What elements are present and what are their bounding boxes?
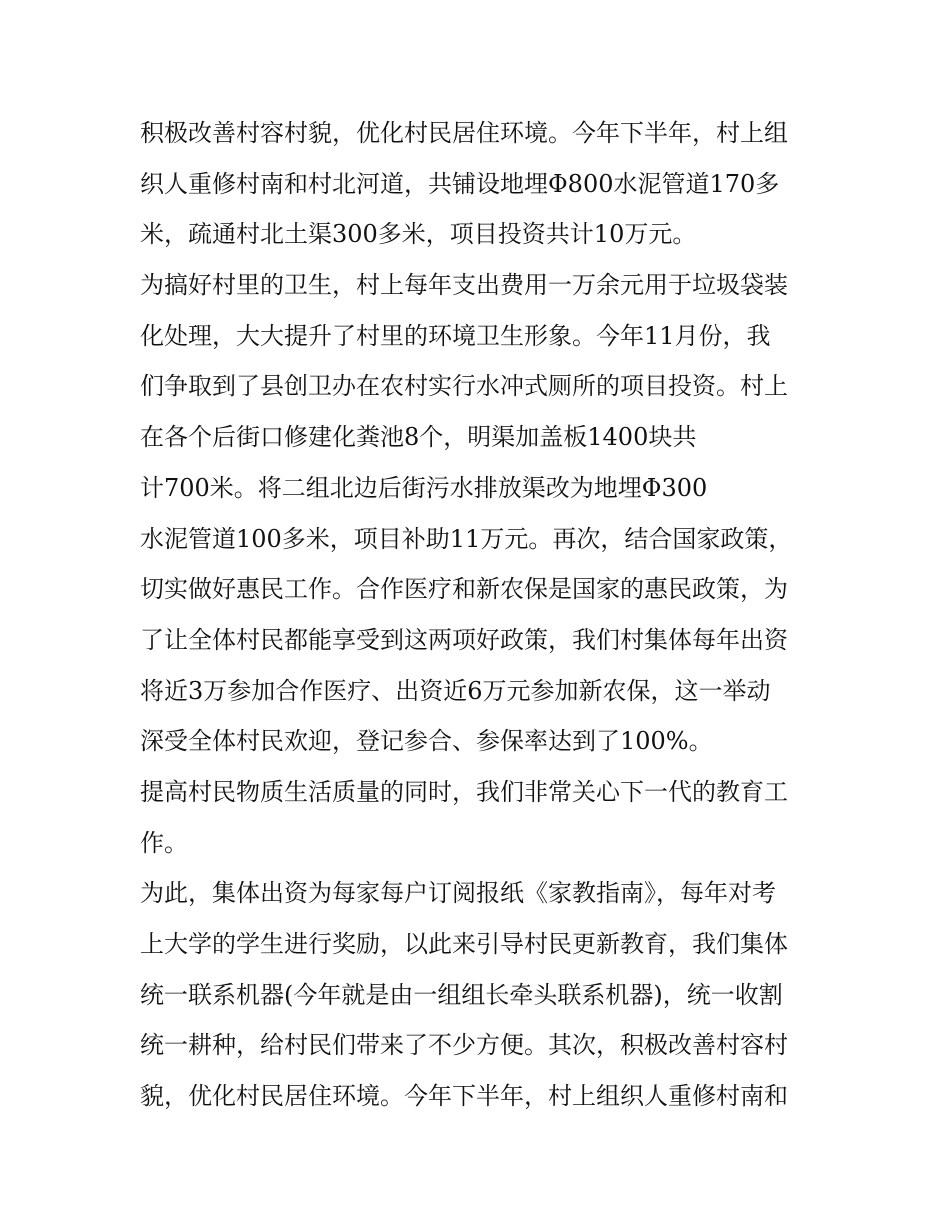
text-line: 了让全体村民都能享受到这两项好政策，我们村集体每年出资 (140, 625, 788, 654)
text-line: 切实做好惠民工作。合作医疗和新农保是国家的惠民政策，为 (140, 575, 788, 604)
text-line: 统一联系机器(今年就是由一组组长牵头联系机器)，统一收割 (140, 980, 783, 1009)
text-line: 积极改善村容村貌，优化村民居住环境。今年下半年，村上组 (140, 119, 788, 147)
text-line: 织人重修村南和村北河道，共铺设地埋Φ800水泥管道170多 (140, 169, 780, 198)
text-line: 为搞好村里的卫生，村上每年支出费用一万余元用于垃圾袋装 (140, 271, 788, 300)
text-line: 将近3万参加合作医疗、出资近6万元参加新农保，这一举动 (140, 676, 771, 705)
body-text (140, 108, 820, 1122)
text-line: 为此，集体出资为每家每户订阅报纸《家教指南》，每年对考 (140, 879, 776, 908)
text-line: 提高村民物质生活质量的同时，我们非常关心下一代的教育工 (140, 777, 788, 806)
text-line: 作。 (140, 828, 188, 857)
text-line: 深受全体村民欢迎，登记参合、参保率达到了100%。 (140, 727, 713, 756)
text-line: 上大学的学生进行奖励，以此来引导村民更新教育，我们集体 (140, 930, 788, 958)
text-line: 化处理，大大提升了村里的环境卫生形象。今年11月份，我 (140, 321, 771, 350)
text-line: 米，疏通村北土渠300多米，项目投资共计10万元。 (140, 220, 697, 249)
text-line: 貌，优化村民居住环境。今年下半年，村上组织人重修村南和 (140, 1082, 788, 1111)
text-line: 们争取到了县创卫办在农村实行水冲式厕所的项目投资。村上 (140, 372, 788, 401)
text-line: 水泥管道100多米，项目补助11万元。再次，结合国家政策， (140, 524, 793, 553)
text-line: 在各个后街口修建化粪池8个，明渠加盖板1400块共 (140, 423, 697, 452)
text-line: 计700米。将二组北边后街污水排放渠改为地埋Φ300 (140, 473, 708, 502)
text-line: 统一耕种，给村民们带来了不少方便。其次，积极改善村容村 (140, 1031, 788, 1060)
